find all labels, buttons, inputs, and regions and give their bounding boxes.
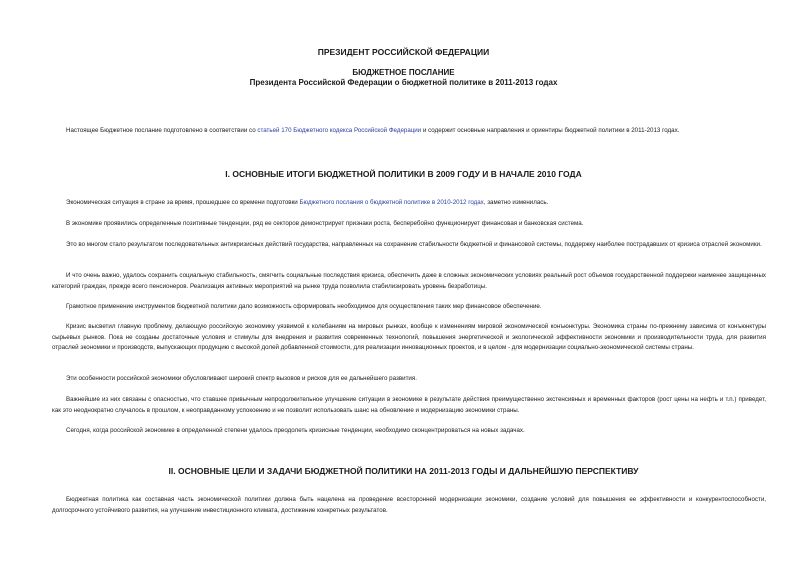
header-president: ПРЕЗИДЕНТ РОССИЙСКОЙ ФЕДЕРАЦИИ bbox=[317, 47, 490, 57]
section-2-paragraph-1: Бюджетная политика как составная часть экономической политики должна быть нацелена на проведение всесторонней модернизации экономики, создание условий для повышения ее эффективности и конкурентоспособности, долгосрочного устойчивого развития, на улучшение инвестиционного климата, достижение конкретных результатов. bbox=[52, 496, 766, 514]
section-2-title: II. ОСНОВНЫЕ ЦЕЛИ И ЗАДАЧИ БЮДЖЕТНОЙ ПОЛИТИКИ НА 2011-2013 ГОДЫ И ДАЛЬНЕЙШУЮ ПЕРСПЕКТИВУ bbox=[168, 466, 639, 476]
section-1-title: I. ОСНОВНЫЕ ИТОГИ БЮДЖЕТНОЙ ПОЛИТИКИ В 2009 ГОДУ И В НАЧАЛЕ 2010 ГОДА bbox=[225, 169, 582, 179]
section-1-paragraph-2: В экономике проявились определенные позитивные тенденции, ряд ее секторов демонстрирует признаки роста, бесперебойно функционирует финансовая и банковская система. bbox=[66, 220, 584, 227]
intro-paragraph bbox=[52, 126, 770, 137]
header-doc-title: Президента Российской Федерации о бюджетной политике в 2011-2013 годах bbox=[249, 78, 558, 87]
section-1-paragraph-6: Кризис высветил главную проблему, делающую российскую экономику уязвимой к колебаниям на мировых рынках, вообще к изменениям мировой экономической конъюнктуры. Экономика страны по-прежнему зависима от конъюнктуры сырьевых рынков. Пока не созданы достаточные условия и стимулы для внедрения и развития современных технологий, повышения энергетической и экологической эффективности экономики и производительности труда, для развития отраслей экономики и производств, выпускающих продукцию с высокой долей добавленной стоимости, для реализации инновационных проектов, и в целом - для модернизации социально-экономической системы страны. bbox=[52, 323, 766, 351]
intro-text-before: Настоящее Бюджетное послание подготовлено в соответствии со bbox=[66, 127, 258, 134]
section-1-paragraph-1 bbox=[52, 198, 766, 209]
section-1-paragraph-8: Важнейшие из них связаны с опасностью, что ставшее привычным непродолжительное улучшение ситуации в экономике в результате действия преимущественно экстенсивных и временных факторов (рост цены на нефть и т.п.) приведет, как это неоднократно случалось в прошлом, к неоправданному успокоению и не позволит использовать шанс на обновление и модернизацию экономики страны. bbox=[52, 396, 766, 414]
budget-message-2010-2012-link[interactable]: Бюджетного послания о бюджетной политике в 2010-2012 годах bbox=[299, 199, 484, 206]
paragraph-text: Экономическая ситуация в стране за время, прошедшее со времени подготовки bbox=[66, 199, 300, 206]
section-1-paragraph-5: Грамотное применение инструментов бюджетной политики дало возможность сформировать необходимое для осуществления таких мер финансовое обеспечение. bbox=[66, 303, 542, 310]
intro-text-after: и содержит основные направления и ориентиры бюджетной политики в 2011-2013 годах. bbox=[421, 127, 680, 134]
section-1-paragraph-3: Это во многом стало результатом последовательных антикризисных действий государства, направленных на сохранение стабильности бюджетной и финансовой системы, поддержку наиболее пострадавших от кризиса отраслей экономики. bbox=[66, 241, 762, 248]
header-doc-type: БЮДЖЕТНОЕ ПОСЛАНИЕ bbox=[352, 68, 455, 77]
paragraph-text: , заметно изменилась. bbox=[483, 199, 549, 206]
section-1-paragraph-9: Сегодня, когда российской экономике в определенной степени удалось преодолеть кризисные тенденции, необходимо сконцентрироваться на новых задачах. bbox=[66, 427, 525, 434]
budget-code-article-link[interactable]: статьей 170 Бюджетного кодекса Российской Федерации bbox=[257, 127, 422, 134]
section-1-paragraph-7: Эти особенности российской экономики обусловливают широкий спектр вызовов и рисков для ее дальнейшего развития. bbox=[66, 375, 417, 382]
section-1-paragraph-4: И что очень важно, удалось сохранить социальную стабильность, смягчить социальные последствия кризиса, обеспечить даже в сложных экономических условиях реальный рост объемов государственной поддержки наименее защищенных категорий граждан, прежде всего пенсионеров. Реализация активных мероприятий на рынке труда позволила стабилизировать уровень безработицы. bbox=[52, 272, 766, 290]
